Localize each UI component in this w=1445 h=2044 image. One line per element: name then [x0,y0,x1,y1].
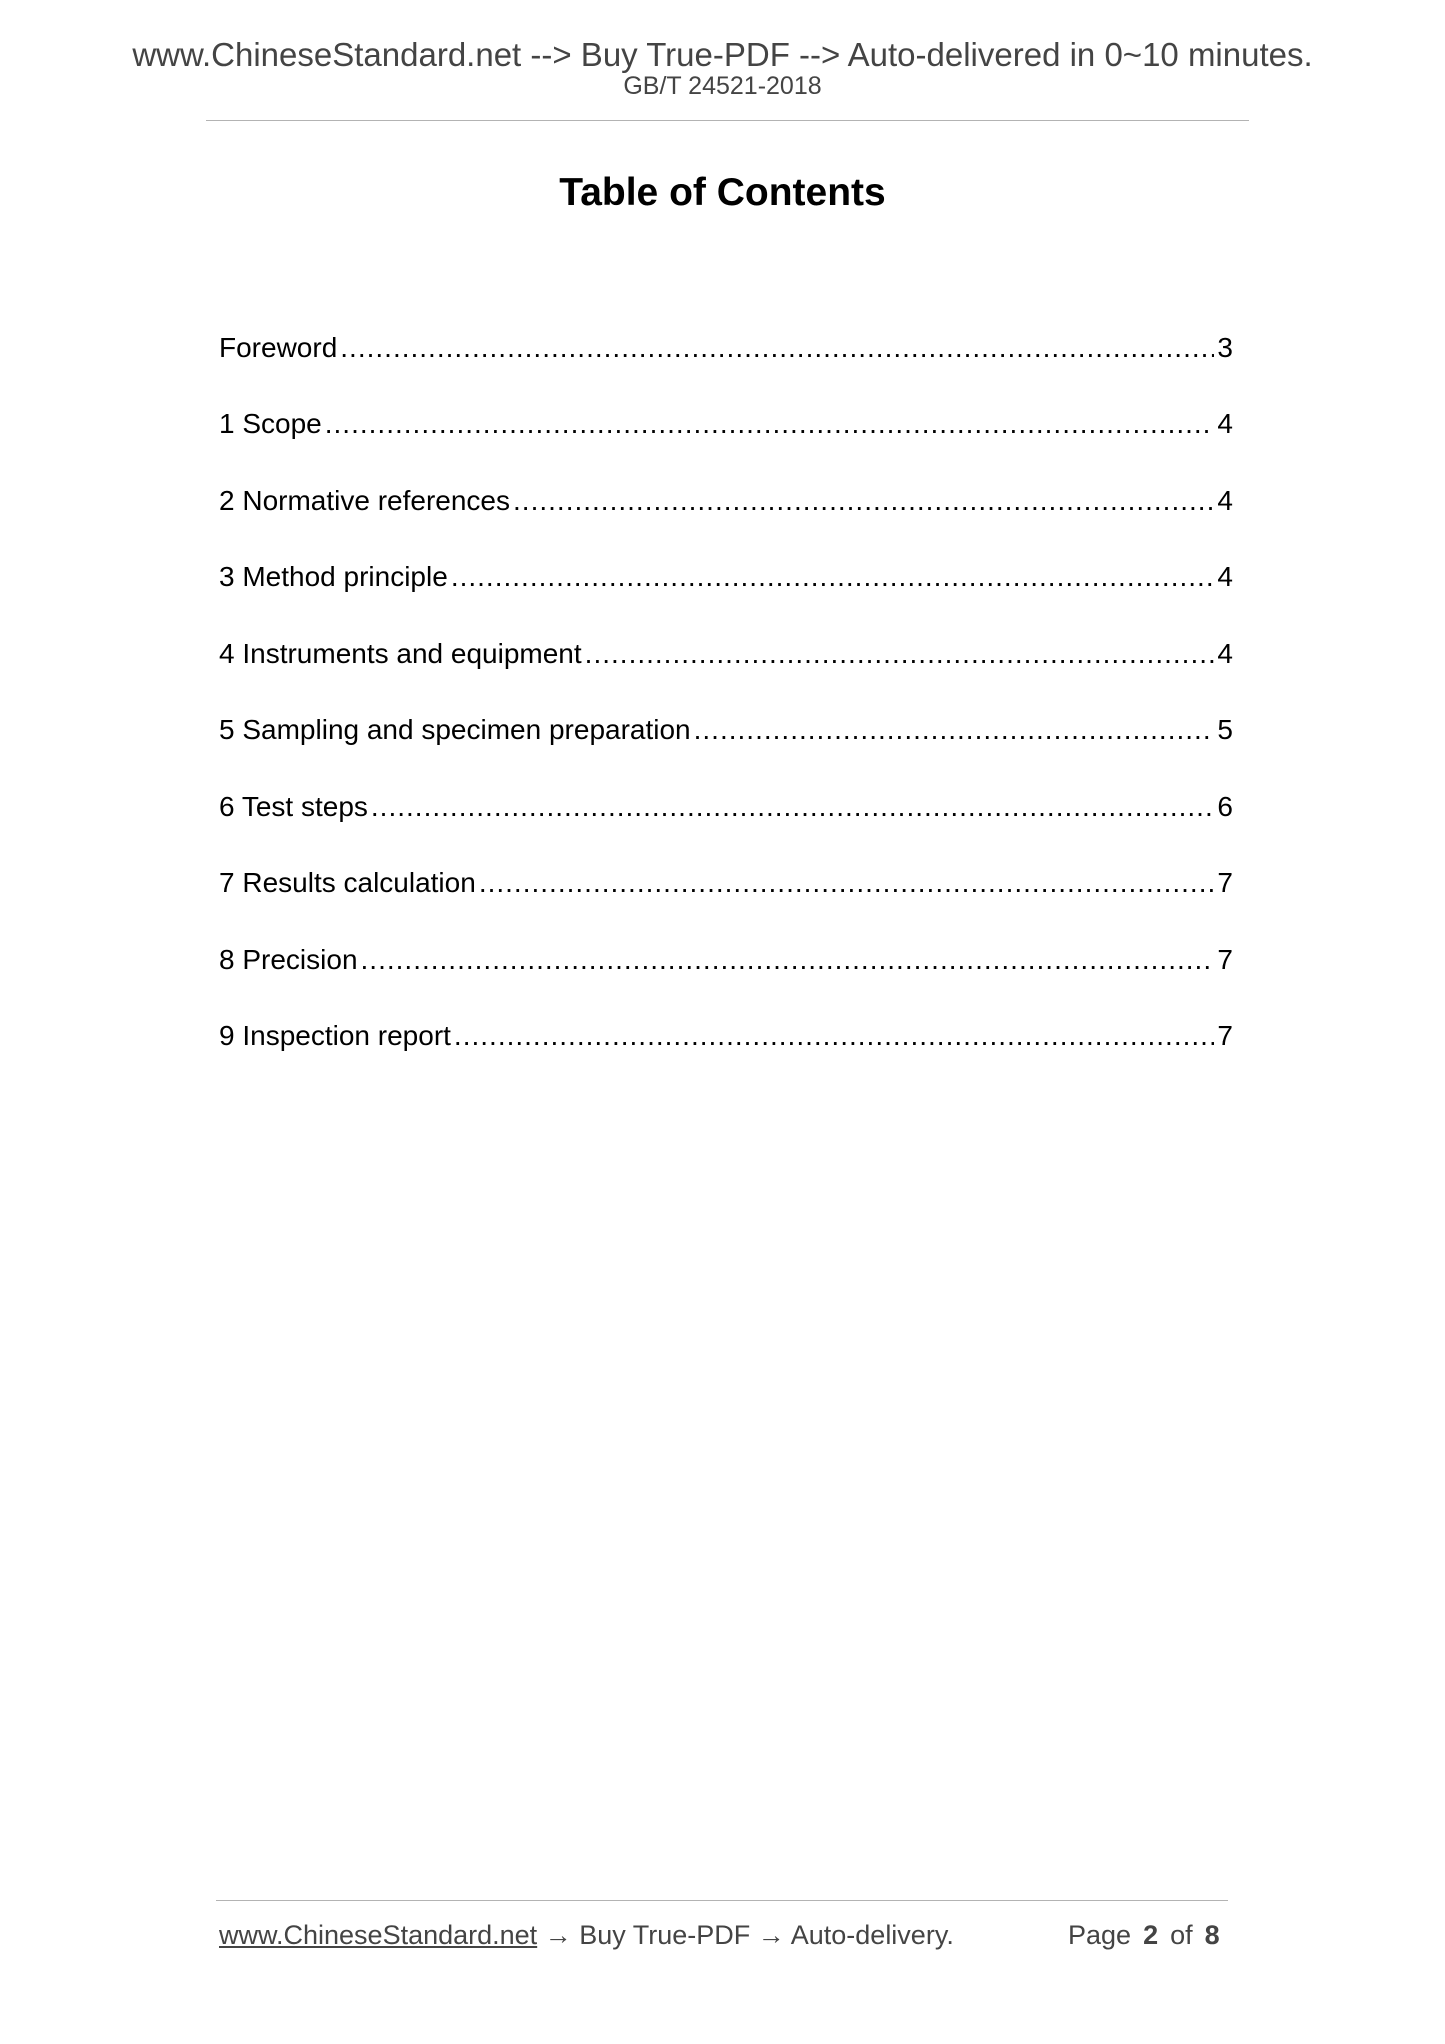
toc-entry-scope[interactable] [219,367,1233,444]
toc-entry-label: 5 Sampling and specimen preparation [219,714,691,745]
toc-entry-page: 7 [1217,867,1233,898]
toc-entry-label: 1 Scope [219,408,322,439]
toc-entry-label: 7 Results calculation [219,867,476,898]
toc-entry-label: 6 Test steps [219,790,368,822]
toc-entry-label: Foreword [219,331,338,363]
toc-entry-label: 4 Instruments and equipment [219,637,582,669]
toc-entry-page: 7 [1217,943,1233,975]
toc-leader-dots [340,329,1214,367]
toc-leader-dots [361,941,1215,979]
footer-tagline: → Buy True-PDF → Auto-delivery. [537,1920,954,1950]
toc-entry-results-calculation[interactable] [219,826,1233,903]
toc-entry-inspection-report[interactable] [219,979,1233,1056]
toc-entry-label: 2 Normative references [219,484,511,516]
footer-site-link[interactable]: www.ChineseStandard.net [219,1920,538,1950]
header-divider [206,120,1249,121]
toc-leader-dots [513,482,1214,520]
toc-entry-instruments[interactable] [219,596,1233,673]
toc-entry-sampling[interactable] [219,673,1233,750]
page-total: 8 [1204,1920,1220,1950]
toc-leader-dots [585,635,1215,673]
toc-entry-page: 4 [1217,637,1233,669]
footer-divider [216,1900,1228,1901]
toc-leader-dots [454,1017,1215,1055]
toc-entry-normative-references[interactable] [219,443,1233,520]
toc-entry-page: 4 [1217,484,1233,516]
footer-promo [219,1922,954,1949]
toc-leader-dots [371,788,1215,826]
toc-entry-foreword[interactable] [219,290,1233,367]
toc-entry-page: 4 [1217,561,1233,592]
standard-code: GB/T 24521-2018 [623,72,822,100]
page-current: 2 [1143,1920,1159,1950]
toc-entry-page: 7 [1217,1020,1233,1051]
toc-entry-label: 9 Inspection report [219,1020,451,1051]
toc-entry-label: 3 Method principle [219,561,448,592]
of-label: of [1170,1920,1193,1950]
toc-list [219,290,1233,1055]
toc-entry-label: 8 Precision [219,943,358,975]
toc-entry-page: 6 [1217,790,1233,822]
toc-entry-test-steps[interactable] [219,749,1233,826]
toc-entry-page: 4 [1217,408,1233,439]
toc-leader-dots [325,405,1215,443]
toc-entry-page: 5 [1217,714,1233,745]
toc-entry-precision[interactable] [219,902,1233,979]
page-indicator [1068,1922,1220,1949]
toc-leader-dots [451,558,1215,596]
toc-leader-dots [479,864,1215,902]
page-label: Page [1068,1920,1132,1950]
top-banner: www.ChineseStandard.net --> Buy True-PDF --> Auto-delivered in 0~10 minutes. [132,36,1313,73]
toc-title: Table of Contents [559,171,886,214]
toc-leader-dots [694,711,1215,749]
toc-entry-method-principle[interactable] [219,520,1233,597]
toc-entry-page: 3 [1217,331,1233,363]
